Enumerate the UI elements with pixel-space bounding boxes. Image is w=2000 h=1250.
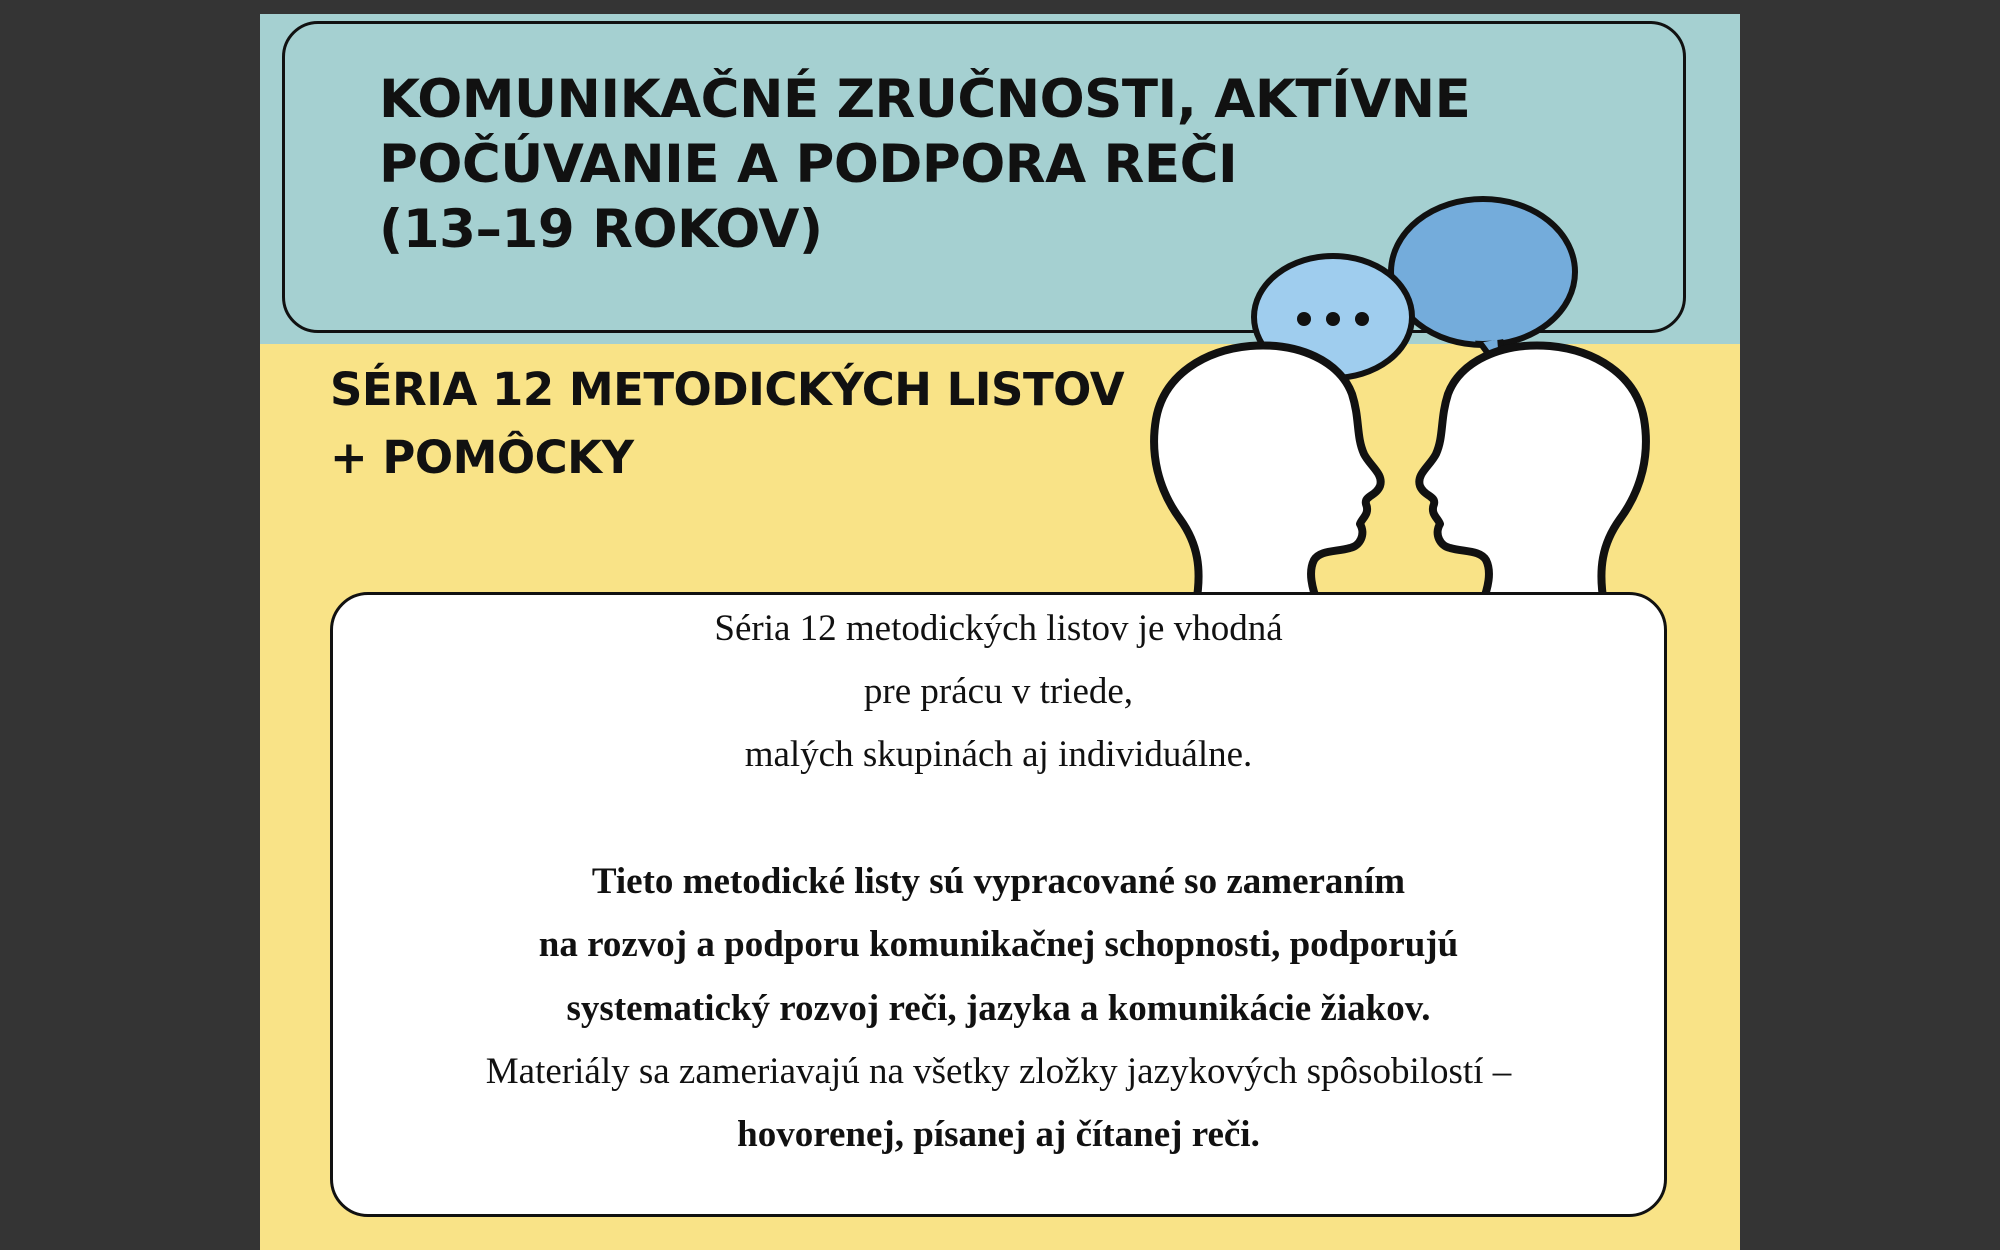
page-title-line-2: POČÚVANIE A PODPORA REČI: [379, 134, 1238, 195]
ellipsis-dot-icon: [1326, 312, 1340, 326]
description-line: na rozvoj a podporu komunikačnej schopnosti, podporujú: [538, 924, 1459, 965]
left-head-icon: [1154, 345, 1381, 604]
description-line: Materiály sa zameriavajú na všetky zložky jazykových spôsobilostí –: [485, 1051, 1512, 1092]
description-line: malých skupinách aj individuálne.: [744, 734, 1253, 775]
description-line: systematický rozvoj reči, jazyka a komunikácie žiakov.: [566, 988, 1431, 1029]
ellipsis-dot-icon: [1297, 312, 1311, 326]
description-line: Séria 12 metodických listov je vhodná: [714, 608, 1283, 649]
document-page: [260, 14, 1740, 1250]
two-heads-speech-bubbles-icon: [1140, 174, 1700, 614]
ellipsis-dot-icon: [1355, 312, 1369, 326]
description-line: Tieto metodické listy sú vypracované so zameraním: [591, 861, 1406, 902]
page-title-line-1: KOMUNIKAČNÉ ZRUČNOSTI, AKTÍVNE: [379, 69, 1471, 130]
subtitle-line-1: SÉRIA 12 METODICKÝCH LISTOV: [330, 363, 1125, 416]
right-head-icon: [1419, 345, 1646, 604]
description-line: pre prácu v triede,: [863, 671, 1134, 712]
page-title-line-3: (13–19 ROKOV): [379, 199, 823, 260]
description-box: [330, 592, 1667, 1217]
description-line: hovorenej, písanej aj čítanej reči.: [737, 1114, 1260, 1155]
subtitle-line-2: + POMÔCKY: [330, 431, 634, 484]
